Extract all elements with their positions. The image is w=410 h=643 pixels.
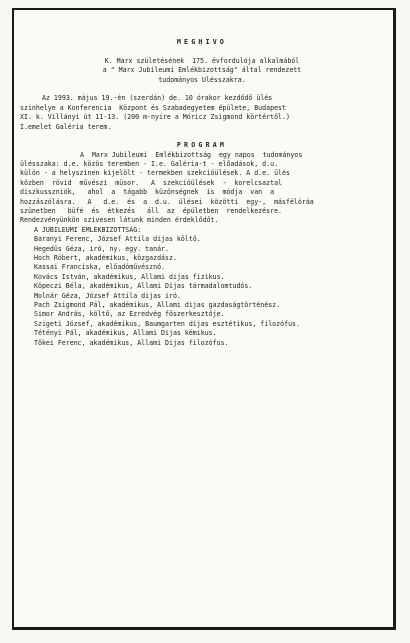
program-line: diszkusszniók, ahol a tágabb küzönségnek is módja van a (20, 188, 275, 197)
venue-line: Az 1993. május 19.-én (szerdán) de. 10 órakor kezdődő ülés (42, 94, 273, 103)
document-title: MEGHIVO (176, 38, 228, 46)
committee-member: Köpeczi Béla, akadémikus, Állami Dijas tármadalomtudós. (34, 282, 253, 291)
committee-member: Tőkei Ferenc, akadémikus, Állami Dijas filozófus. (34, 338, 229, 347)
committee-member: Hoch Róbert, akadémikus, közgazdász. (34, 253, 177, 262)
venue-line: I.emelet Galéria terem. (20, 122, 112, 131)
program-line: ülésszaka: d.e. közös teremben - I.e. Galéria-t - előadások, d.u. (20, 160, 279, 169)
committee-member: Simor András, költő, az Ezredvég főszerkesztője. (34, 310, 225, 319)
committee-member: Szigeti József, akadémikus, Baumgarten dijas esztétikus, filozófus. (34, 319, 300, 328)
program-line: külön - a helyszinen kijelölt - termekben szekcióülések. A d.e. ülés (20, 169, 290, 178)
program-line: Rendezvényünkön szivesen látunk minden érdeklődőt. (20, 216, 219, 225)
document-body (20, 38, 384, 348)
committee-member: Hegedüs Géza, iró, ny. egy. tanár. (34, 244, 169, 253)
venue-line: szinhelye a Konferencia Központ és Szabadegyetem épülete, Budapest (20, 103, 286, 112)
committee-member: Tétényi Pál, akadémikus, Állami Dijas kémikus. (34, 329, 217, 338)
committee-member: Baranyi Ferenc, József Attila dijas költő. (34, 235, 201, 244)
program-line: A Marx Jubileumi Emlékbizottság egy napos tudományos (80, 150, 303, 159)
committee-member: Kovács István, akadémikus, Állami dijas fizikus. (34, 272, 225, 281)
intro-line: a " Marx Jubileumi Emlékbizottság" által rendezett (102, 66, 302, 75)
committee-title: A JUBILEUMI EMLÉKBIZOTTSÁG: (34, 225, 142, 234)
intro-line: tudományos Ulésszakra. (158, 75, 246, 84)
committee-member: Pach Zsigmond Pál, akadémikus, Állami dijas gazdaságtörténész. (34, 300, 281, 309)
program-line: hozzászólásra. A d.e. és a d.u. ülései közötti egy-, másfélóráa (20, 197, 314, 206)
program-title: PROGRAM (176, 141, 228, 150)
committee-member: Molnár Géza, József Attila dijas iró. (34, 291, 181, 300)
intro-line: K. Marx születésének 175. évfordulója alkalmából (104, 56, 300, 65)
committee-member: Kassai Franciska, előadóművésznő. (34, 263, 166, 272)
committee-list (20, 226, 384, 348)
venue-line: XI. k. Villányi út 11-13. (200 m-nyire a Móricz Zsigmond körtértől.) (20, 113, 290, 122)
program-line: közben rövid művészi müsor. A szekcióülések - korelcsaztal (20, 178, 283, 187)
program-line: szünetben büfé és étkezés áll az épületben rendelkezésre. (20, 207, 283, 216)
